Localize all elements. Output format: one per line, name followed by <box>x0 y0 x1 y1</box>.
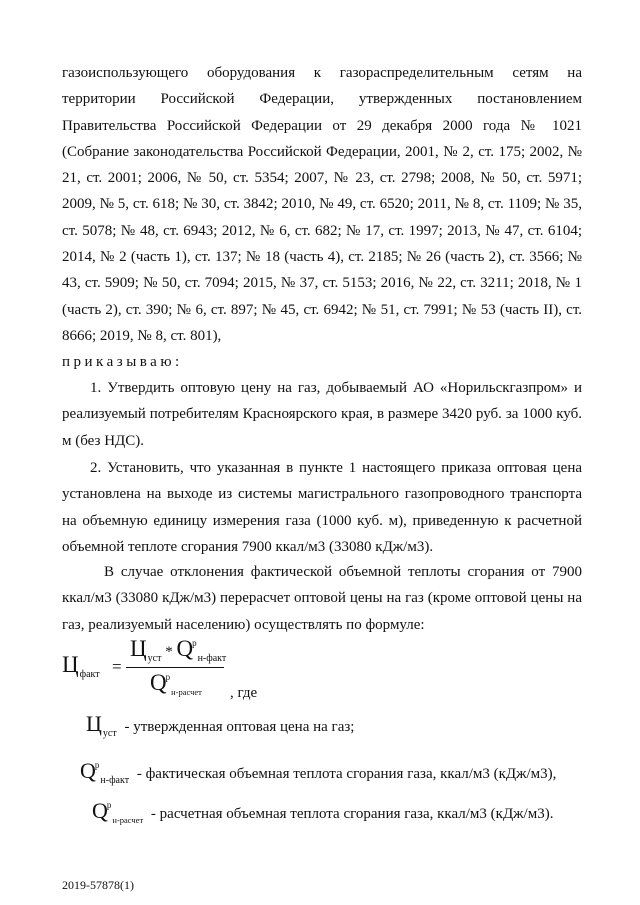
sub-n-fact: н-факт <box>100 775 130 786</box>
multiply-sign: * <box>165 644 173 660</box>
price-symbol: Ц <box>62 652 79 677</box>
paragraph-3: В случае отклонения фактической объемной теплоты сгорания от 7900 ккал/м3 (33080 кДж/м3) перерасчет оптовой цены на газ (кроме оптовой цены на газ, реализуемый населению) осуществлять по формуле: <box>62 564 582 633</box>
sup-p: р <box>106 800 112 810</box>
heat-symbol: Q <box>150 670 167 695</box>
formula-lhs <box>62 653 100 680</box>
equals-sign: = <box>112 657 122 676</box>
price-formula <box>62 633 312 703</box>
sub-n-rasch: н-расчет <box>112 815 144 825</box>
definition-heat-rasch <box>92 800 553 825</box>
sub-n-fact: н-факт <box>197 653 227 664</box>
definition-price-text: - утвержденная оптовая цена на газ; <box>124 719 355 735</box>
where-label: , где <box>230 685 258 701</box>
sup-p: р <box>94 760 100 770</box>
sup-p: р <box>192 638 197 648</box>
heat-symbol: Q <box>176 636 194 661</box>
formula-numerator <box>130 637 226 664</box>
formula-denominator <box>150 671 202 697</box>
intro-paragraph: газоиспользующего оборудования к газораспределительным сетям на территории Российской Федерации, утвержденных постановлением Правительства Российской Федерации от 29 декабря 2000 года № 1021 (Собрание законодательства Российской Федерации, 2001, № 2, ст. 175; 2002, № 21, ст. 2001; 2006, № 50, ст. 5354; 2007, № 23, ст. 2798; 2008, № 50, ст. 5971; 2009, № 5, ст. 618; № 30, ст. 3842; 2010, № 49, ст. 6520; 2011, № 8, ст. 1109; № 35, ст. 5078; № 48, ст. 6943; 2012, № 6, ст. 682; № 17, ст. 1997; 2013, № 47, ст. 6104; 2014, № 2 (часть 1), ст. 137; № 18 (часть 4), ст. 2185; № 26 (часть 2), ст. 3566; № 43, ст. 5909; № 50, ст. 7094; 2015, № 37, ст. 5153; 2016, № 22, ст. 3211; 2018, № 1 (часть 2), ст. 390; № 6, ст. 897; № 45, ст. 6942; № 51, ст. 7991; № 53 (часть II), ст. 8666; 2019, № 8, ст. 801), <box>62 65 582 344</box>
definition-price <box>86 713 354 739</box>
definition-heat-fact-text: - фактическая объемная теплота сгорания газа, ккал/м3 (кДж/м3), <box>136 766 557 782</box>
sup-p: р <box>165 672 171 682</box>
heat-symbol: Q <box>92 798 108 823</box>
heat-symbol: Q <box>80 758 96 783</box>
paragraph-1: 1. Утвердить оптовую цену на газ, добываемый АО «Норильскгазпром» и реализуемый потребителям Красноярского края, в размере 3420 руб. за 1000 куб. м (без НДС). <box>62 380 582 449</box>
paragraph-2: 2. Установить, что указанная в пункте 1 настоящего приказа оптовая цена установлена на выходе из системы магистрального газопроводного транспорта на объемную единицу измерения газа (1000 куб. м), приведенную к расчетной объемной теплоте сгорания 7900 ккал/м3 (33080 кДж/м3). <box>62 460 582 555</box>
definition-heat-rasch-text: - расчетная объемная теплота сгорания газа, ккал/м3 (кДж/м3). <box>150 806 554 822</box>
sub-ust: уст <box>147 653 162 664</box>
sub-n-rasch: н-расчет <box>171 687 202 697</box>
fraction-bar <box>126 667 224 668</box>
definition-heat-fact <box>80 760 556 786</box>
document-code: 2019-57878(1) <box>62 878 134 892</box>
price-symbol: Ц <box>130 636 147 661</box>
sub-ust: уст <box>102 728 117 739</box>
sub-fact: факт <box>79 669 100 680</box>
order-word: приказываю: <box>62 354 183 370</box>
price-symbol: Ц <box>86 711 102 736</box>
